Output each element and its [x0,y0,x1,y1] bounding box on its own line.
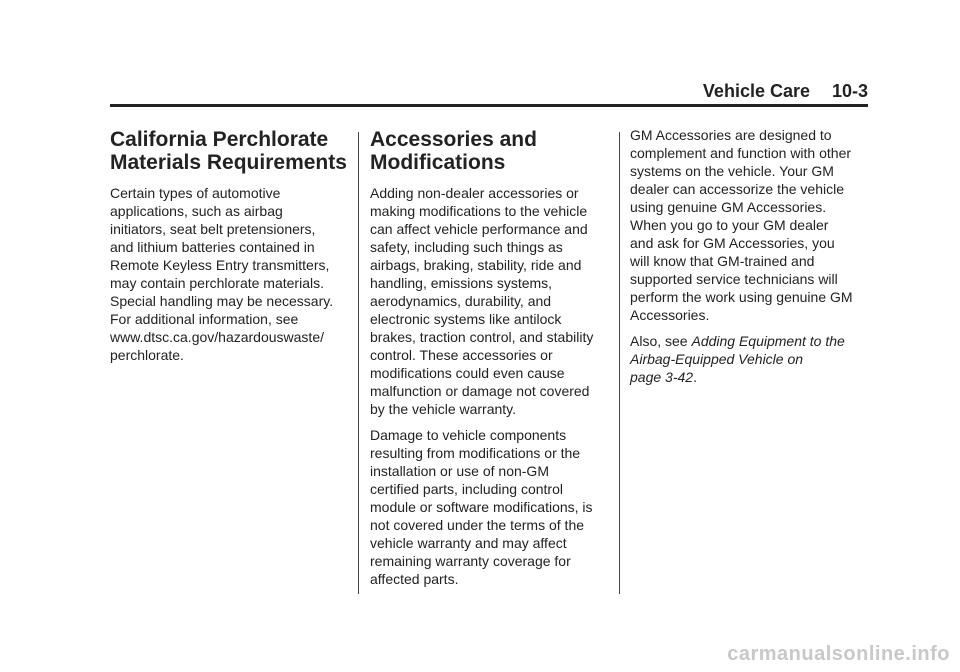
perchlorate-paragraph: Certain types of automotive applications, such as airbag initiators, seat belt pretensioners, and lithium batteries contained in Remote Keyless Entry transmitters, may contain perchlorate materials. Special handling may be necessary. For additional information, see www.dtsc.ca.gov/hazardouswaste/ perchlorate. [110,184,350,364]
accessories-heading: Accessories and Modifications [370,128,537,174]
column-divider [619,132,620,594]
cross-reference-link[interactable]: Airbag-Equipped Vehicle on [630,351,804,367]
section-title: Vehicle Care [702,81,810,101]
perchlorate-heading: California Perchlorate Materials Requirements [110,128,347,174]
cross-reference-page-link[interactable]: page 3-42 [630,369,694,385]
column-2 [370,128,610,596]
cross-reference-link[interactable]: Adding Equipment to the [691,333,845,349]
page-header [110,80,868,107]
column-3 [630,126,870,394]
dtsc-link[interactable]: www.dtsc.ca.gov/hazardouswaste/ [110,329,324,345]
column-1 [110,128,350,372]
see-also-paragraph: Also, see Adding Equipment to the Airbag-Equipped Vehicle on page 3-42. [630,332,870,386]
accessories-paragraph-1: Adding non-dealer accessories or making modifications to the vehicle can affect vehicle performance and safety, including such things as airbags, braking, stability, ride and handling, emissions systems, aerodynamics, durability, and electronic systems like antilock brakes, traction control, and stability control. These accessories or modifications could even cause malfunction or damage not covered by the vehicle warranty. [370,185,594,417]
watermark: carmanualsonline.info [727,643,950,665]
column-divider [358,132,359,594]
accessories-paragraph-2: Damage to vehicle components resulting from modifications or the installation or use of non-GM certified parts, including control module or software modifications, is not covered under the terms of the vehicle warranty and may affect remaining warranty coverage for affected parts. [370,427,593,587]
page-number: 10-3 [831,81,868,101]
gm-accessories-paragraph: GM Accessories are designed to complement and function with other systems on the vehicle. Your GM dealer can accessorize the vehicle using genuine GM Accessories. When you go to your GM dealer and ask for GM Accessories, you will know that GM-trained and supported service technicians will perform the work using genuine GM Accessories. [630,127,853,323]
